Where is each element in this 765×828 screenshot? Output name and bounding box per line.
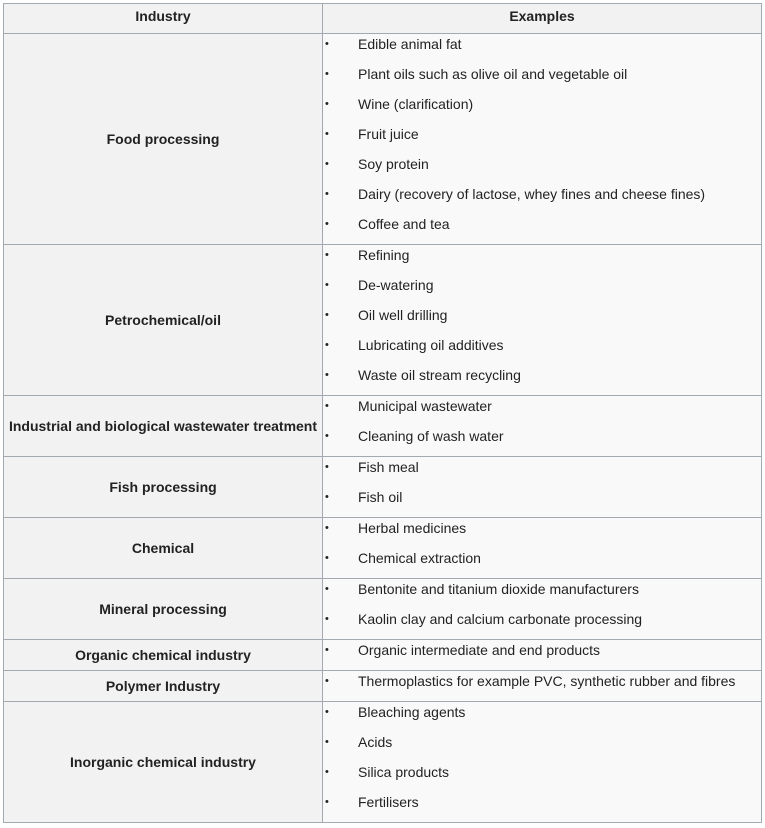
- bullet-icon: •: [325, 68, 329, 80]
- list-item: [323, 396, 761, 426]
- industry-cell: Inorganic chemical industry: [4, 702, 323, 823]
- example-text: Organic intermediate and end products: [358, 642, 601, 658]
- example-text: Edible animal fat: [358, 36, 462, 52]
- example-text: Kaolin clay and calcium carbonate processing: [358, 611, 643, 627]
- example-text: Refining: [358, 247, 410, 263]
- list-item: [323, 671, 761, 701]
- examples-cell: [323, 457, 762, 518]
- example-text: Fish oil: [358, 489, 403, 505]
- industry-cell: Organic chemical industry: [4, 640, 323, 671]
- examples-list: [323, 34, 761, 244]
- example-text: Acids: [358, 734, 393, 750]
- table-row: [4, 245, 762, 396]
- bullet-icon: •: [325, 796, 329, 808]
- industry-cell: Industrial and biological wastewater treatment: [4, 396, 323, 457]
- bullet-icon: •: [325, 644, 329, 656]
- bullet-icon: •: [325, 583, 329, 595]
- examples-list: [323, 518, 761, 578]
- bullet-icon: •: [325, 400, 329, 412]
- example-text: Herbal medicines: [358, 520, 467, 536]
- examples-list: [323, 640, 761, 670]
- bullet-icon: •: [325, 491, 329, 503]
- list-item: [323, 732, 761, 762]
- example-text: Thermoplastics for example PVC, synthetic rubber and fibres: [358, 673, 736, 689]
- bullet-icon: •: [325, 430, 329, 442]
- bullet-icon: •: [325, 38, 329, 50]
- table-row: [4, 579, 762, 640]
- bullet-icon: •: [325, 369, 329, 381]
- bullet-icon: •: [325, 98, 329, 110]
- list-item: [323, 275, 761, 305]
- column-header-industry: Industry: [4, 4, 323, 34]
- example-text: De-watering: [358, 277, 434, 293]
- table-row: [4, 640, 762, 671]
- list-item: [323, 457, 761, 487]
- examples-list: [323, 457, 761, 517]
- example-text: Lubricating oil additives: [358, 337, 504, 353]
- examples-list: [323, 396, 761, 456]
- example-text: Fruit juice: [358, 126, 419, 142]
- list-item: [323, 124, 761, 154]
- list-item: [323, 34, 761, 64]
- examples-cell: [323, 640, 762, 671]
- bullet-icon: •: [325, 736, 329, 748]
- list-item: [323, 94, 761, 124]
- examples-list: [323, 671, 761, 701]
- bullet-icon: •: [325, 766, 329, 778]
- table-row: [4, 396, 762, 457]
- example-text: Bentonite and titanium dioxide manufacturers: [358, 581, 639, 597]
- examples-list: [323, 579, 761, 639]
- examples-list: [323, 245, 761, 395]
- example-text: Municipal wastewater: [358, 398, 492, 414]
- table-body: [4, 34, 762, 823]
- list-item: [323, 426, 761, 456]
- examples-cell: [323, 671, 762, 702]
- table-row: [4, 457, 762, 518]
- bullet-icon: •: [325, 552, 329, 564]
- examples-cell: [323, 518, 762, 579]
- example-text: Plant oils such as olive oil and vegetable oil: [358, 66, 628, 82]
- column-header-examples: Examples: [323, 4, 762, 34]
- examples-cell: [323, 579, 762, 640]
- bullet-icon: •: [325, 188, 329, 200]
- list-item: [323, 305, 761, 335]
- table-row: [4, 702, 762, 823]
- table-row: [4, 518, 762, 579]
- industry-cell: Fish processing: [4, 457, 323, 518]
- table-row: [4, 671, 762, 702]
- bullet-icon: •: [325, 339, 329, 351]
- list-item: [323, 702, 761, 732]
- list-item: [323, 609, 761, 639]
- list-item: [323, 762, 761, 792]
- example-text: Coffee and tea: [358, 216, 450, 232]
- example-text: Fertilisers: [358, 794, 419, 810]
- industry-cell: Food processing: [4, 34, 323, 245]
- list-item: [323, 487, 761, 517]
- list-item: [323, 518, 761, 548]
- industry-cell: Chemical: [4, 518, 323, 579]
- example-text: Oil well drilling: [358, 307, 448, 323]
- industry-cell: Petrochemical/oil: [4, 245, 323, 396]
- examples-cell: [323, 702, 762, 823]
- list-item: [323, 335, 761, 365]
- table-header-row: [4, 4, 762, 34]
- example-text: Soy protein: [358, 156, 429, 172]
- bullet-icon: •: [325, 675, 329, 687]
- list-item: [323, 548, 761, 578]
- list-item: [323, 184, 761, 214]
- bullet-icon: •: [325, 218, 329, 230]
- bullet-icon: •: [325, 279, 329, 291]
- example-text: Bleaching agents: [358, 704, 466, 720]
- bullet-icon: •: [325, 249, 329, 261]
- list-item: [323, 579, 761, 609]
- examples-cell: [323, 245, 762, 396]
- examples-cell: [323, 396, 762, 457]
- table-row: [4, 34, 762, 245]
- list-item: [323, 214, 761, 244]
- examples-list: [323, 702, 761, 822]
- industry-cell: Mineral processing: [4, 579, 323, 640]
- example-text: Dairy (recovery of lactose, whey fines and cheese fines): [358, 186, 706, 202]
- bullet-icon: •: [325, 128, 329, 140]
- list-item: [323, 640, 761, 670]
- bullet-icon: •: [325, 158, 329, 170]
- list-item: [323, 365, 761, 395]
- example-text: Fish meal: [358, 459, 419, 475]
- industry-examples-table: [3, 3, 762, 823]
- bullet-icon: •: [325, 461, 329, 473]
- bullet-icon: •: [325, 522, 329, 534]
- bullet-icon: •: [325, 309, 329, 321]
- example-text: Cleaning of wash water: [358, 428, 504, 444]
- industry-cell: Polymer Industry: [4, 671, 323, 702]
- list-item: [323, 154, 761, 184]
- bullet-icon: •: [325, 706, 329, 718]
- list-item: [323, 792, 761, 822]
- list-item: [323, 64, 761, 94]
- example-text: Waste oil stream recycling: [358, 367, 521, 383]
- examples-cell: [323, 34, 762, 245]
- bullet-icon: •: [325, 613, 329, 625]
- example-text: Wine (clarification): [358, 96, 474, 112]
- example-text: Chemical extraction: [358, 550, 481, 566]
- list-item: [323, 245, 761, 275]
- example-text: Silica products: [358, 764, 450, 780]
